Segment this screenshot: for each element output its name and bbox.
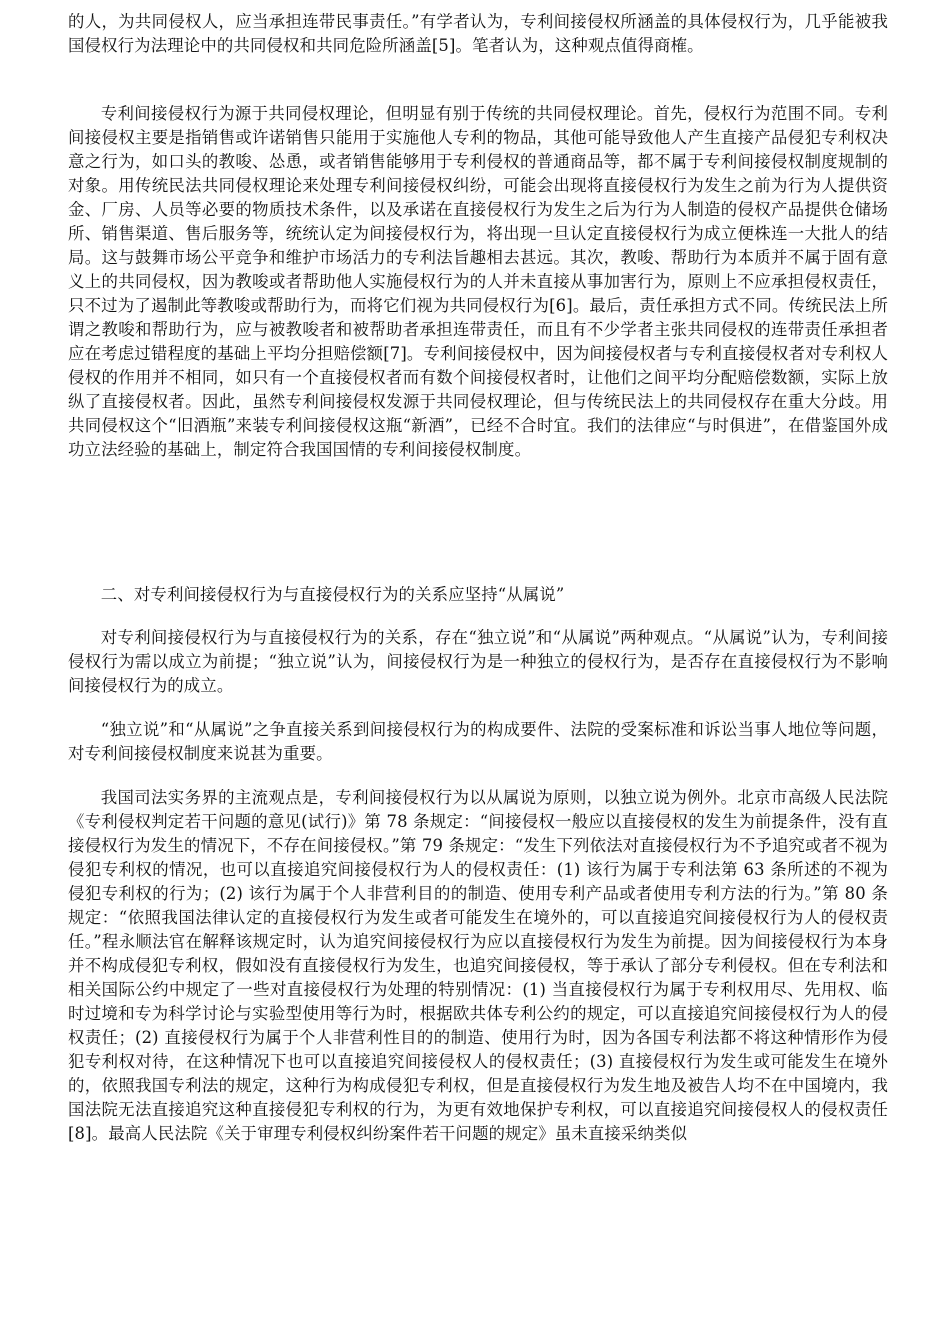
section-heading-two: 二、对专利间接侵权行为与直接侵权行为的关系应坚持“从属说”	[100, 585, 565, 604]
paragraph-dispute-importance: “独立说”和“从属说”之争直接关系到间接侵权行为的构成要件、法院的受案标准和诉讼当事人地位等问题，对专利间接侵权制度来说甚为重要。	[68, 720, 888, 763]
paragraph-judicial-practice: 我国司法实务界的主流观点是，专利间接侵权行为以从属说为原则，以独立说为例外。北京市高级人民法院《专利侵权判定若干问题的意见(试行)》第 78 条规定：“间接侵权一般应以直接侵权的发生为前提条件，没有直接侵权行为发生的情况下，不存在间接侵权。”第 79 条规定：“发生下列依法对直接侵权行为不予追究或者不视为侵犯专利权的情况，也可以直接追究间接侵权行为人的侵权责任：(1) 该行为属于专利法第 63 条所述的不视为侵犯专利权的行为；(2) 该行为属于个人非营利目的的制造、使用专利产品或者使用专利方法的行为。”第 80 条规定：“依照我国法律认定的直接侵权行为发生或者可能发生在境外的，可以直接追究间接侵权行为人的侵权责任。”程永顺法官在解释该规定时，认为追究间接侵权行为应以直接侵权行为发生为前提。因为间接侵权行为本身并不构成侵犯专利权，假如没有直接侵权行为发生，也追究间接侵权，等于承认了部分专利侵权。但在专利法和相关国际公约中规定了一些对直接侵权行为处理的特别情况：(1) 当直接侵权行为属于专利权用尽、先用权、临时过境和专为科学讨论与实验型使用等行为时，根据欧共体专利公约的规定，可以直接追究间接侵权行为人的侵权责任；(2) 直接侵权行为属于个人非营利性目的的制造、使用行为时，因为各国专利法都不将这种情形作为侵犯专利权对待，在这种情况下也可以直接追究间接侵权人的侵权责任；(3) 直接侵权行为发生或可能发生在境外的，依照我国专利法的规定，这种行为构成侵犯专利权，但是直接侵权行为发生地及被告人均不在中国境内，我国法院无法直接追究这种直接侵犯专利权的行为，为更有效地保护专利权，可以直接追究间接侵权人的侵权责任[8]。最高人民法院《关于审理专利侵权纠纷案件若干问题的规定》虽未直接采纳类似	[68, 788, 888, 1143]
paragraph-two-views: 对专利间接侵权行为与直接侵权行为的关系，存在“独立说”和“从属说”两种观点。“从属说”认为，专利间接侵权行为需以成立为前提；“独立说”认为，间接侵权行为是一种独立的侵权行为，是否存在直接侵权行为不影响间接侵权行为的成立。	[68, 628, 888, 695]
paragraph-continued: 的人，为共同侵权人，应当承担连带民事责任。”有学者认为，专利间接侵权所涵盖的具体侵权行为，几乎能被我国侵权行为法理论中的共同侵权和共同危险所涵盖[5]。笔者认为，这种观点值得商榷。	[68, 12, 888, 55]
paragraph-joint-infringement-theory: 专利间接侵权行为源于共同侵权理论，但明显有别于传统的共同侵权理论。首先，侵权行为范围不同。专利间接侵权主要是指销售或许诺销售只能用于实施他人专利的物品，其他可能导致他人产生直接产品侵犯专利权决意之行为，如口头的教唆、怂恿，或者销售能够用于专利侵权的普通商品等，都不属于专利间接侵权制度规制的对象。用传统民法共同侵权理论来处理专利间接侵权纠纷，可能会出现将直接侵权行为发生之前为行为人提供资金、厂房、人员等必要的物质技术条件，以及承诺在直接侵权行为发生之后为行为人制造的侵权产品提供仓储场所、销售渠道、售后服务等，统统认定为间接侵权行为，将出现一旦认定直接侵权行为成立便株连一大批人的结局。这与鼓舞市场公平竞争和维护市场活力的专利法旨趣相去甚远。其次，教唆、帮助行为本质并不属于固有意义上的共同侵权，因为教唆或者帮助他人实施侵权行为的人并未直接从事加害行为，原则上不应承担侵权责任，只不过为了遏制此等教唆或帮助行为，而将它们视为共同侵权行为[6]。最后，责任承担方式不同。传统民法上所谓之教唆和帮助行为，应与被教唆者和被帮助者承担连带责任，而且有不少学者主张共同侵权的连带责任承担者应在考虑过错程度的基础上平均分担赔偿额[7]。专利间接侵权中，因为间接侵权者与专利直接侵权者对专利权人侵权的作用并不相同，如只有一个直接侵权者而有数个间接侵权者时，让他们之间平均分配赔偿数额，实际上放纵了直接侵权者。因此，虽然专利间接侵权发源于共同侵权理论，但与传统民法上的共同侵权存在重大分歧。用共同侵权这个“旧酒瓶”来装专利间接侵权这瓶“新酒”，已经不合时宜。我们的法律应“与时俱进”，在借鉴国外成功立法经验的基础上，制定符合我国国情的专利间接侵权制度。	[68, 104, 888, 459]
